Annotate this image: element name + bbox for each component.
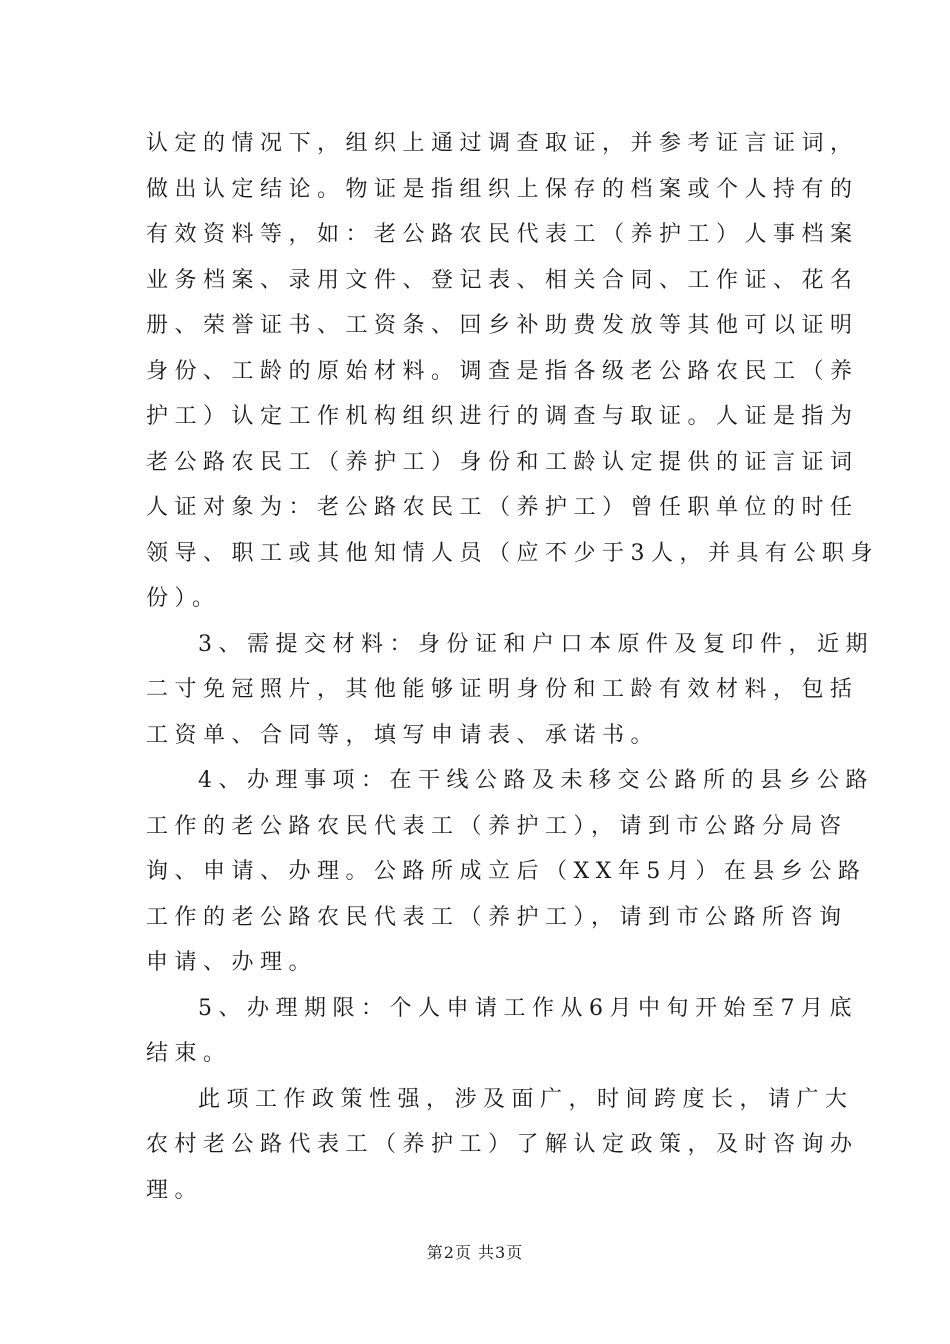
text-line: 业务档案、录用文件、登记表、相关合同、工作证、花名 <box>146 267 859 293</box>
text-line: 申请、办理。 <box>146 950 318 975</box>
text-line: 领导、职工或其他知情人员（应不少于3人，并具有公职身 <box>146 540 879 566</box>
text-line: 工资单、合同等，填写申请表、承诺书。 <box>146 722 660 748</box>
text-line: 认定的情况下，组织上通过调查取证，并参考证言证词， <box>146 131 859 156</box>
text-line: 理。 <box>146 1177 204 1203</box>
text-line: 身份、工龄的原始材料。调查是指各级老公路农民工（养 <box>146 358 859 384</box>
text-line: 做出认定结论。物证是指组织上保存的档案或个人持有的 <box>146 176 859 202</box>
text-line: 结束。 <box>146 1041 232 1066</box>
text-line: 3、需提交材料：身份证和户口本原件及复印件，近期 <box>198 631 874 657</box>
text-line: 册、荣誉证书、工资条、回乡补助费发放等其他可以证明 <box>146 313 859 338</box>
text-line: 工作的老公路农民代表工（养护工），请到市公路分局咨 <box>146 813 848 839</box>
text-line: 人证对象为：老公路农民工（养护工）曾任职单位的时任 <box>146 495 859 520</box>
text-line: 农村老公路代表工（养护工）了解认定政策，及时咨询办 <box>146 1132 859 1157</box>
text-line: 询、申请、办理。公路所成立后（XX年5月）在县乡公路 <box>146 859 867 884</box>
text-line: 护工）认定工作机构组织进行的调查与取证。人证是指为 <box>146 404 859 429</box>
page-footer: 第2页 共3页 <box>426 1243 524 1262</box>
document-body <box>146 121 879 1213</box>
text-line: 工作的老公路农民代表工（养护工），请到市公路所咨询 <box>146 904 848 930</box>
text-line: 老公路农民工（养护工）身份和工龄认定提供的证言证词 <box>146 449 859 475</box>
text-line: 4、办理事项：在干线公路及未移交公路所的县乡公路 <box>198 768 874 793</box>
text-line: 5、办理期限：个人申请工作从6月中旬开始至7月底 <box>198 995 858 1021</box>
text-line: 份）。 <box>146 586 221 611</box>
text-line: 二寸免冠照片，其他能够证明身份和工龄有效材料，包括 <box>146 677 859 702</box>
text-line: 有效资料等，如：老公路农民代表工（养护工）人事档案 <box>146 222 859 247</box>
text-line: 此项工作政策性强，涉及面广，时间跨度长，请广大 <box>198 1086 854 1112</box>
